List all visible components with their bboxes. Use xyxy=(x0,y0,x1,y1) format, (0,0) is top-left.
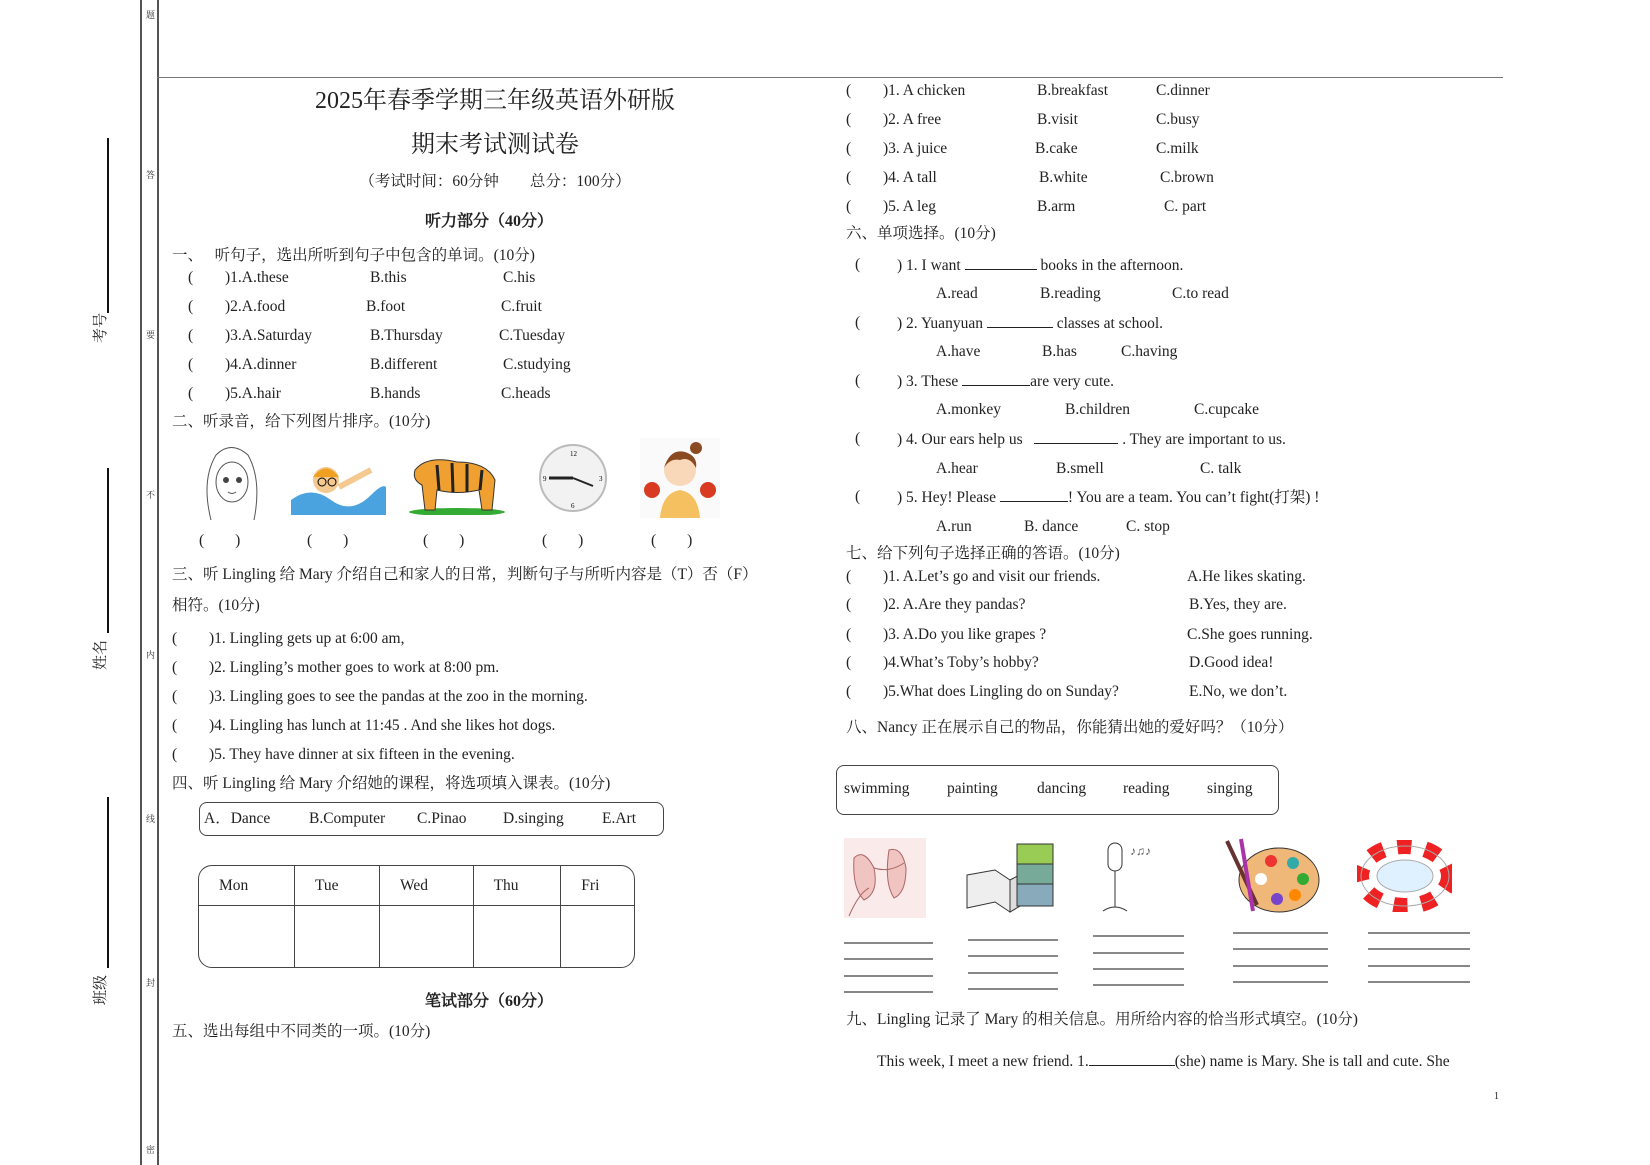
answer-paren[interactable]: ( xyxy=(846,626,852,643)
answer-paren[interactable]: ( xyxy=(855,488,861,505)
fill-blank[interactable] xyxy=(1089,1051,1175,1066)
header-rule xyxy=(157,77,1503,78)
option-a: )3. A juice xyxy=(883,140,948,157)
fill-blank[interactable] xyxy=(962,371,1030,386)
page-subtitle: 期末考试测试卷 xyxy=(411,132,579,158)
class-line[interactable] xyxy=(107,797,109,968)
course-option: E.Art xyxy=(602,810,637,827)
option-c: C.his xyxy=(503,269,536,286)
option-a: )3.A.Saturday xyxy=(225,327,312,344)
section3-title: 三、听 Lingling 给 Mary 介绍自己和家人的日常，判断句子与所听内容是（T）否（F） xyxy=(172,566,758,583)
timetable-cell[interactable] xyxy=(295,906,380,967)
listening-heading: 听力部分（40分） xyxy=(424,213,554,230)
option-a: )2.A.food xyxy=(225,298,286,315)
margin-char: 线 xyxy=(146,814,156,824)
option-b: B.reading xyxy=(1040,285,1101,302)
option-c: C.Tuesday xyxy=(499,327,566,344)
dialog-question: )1. A.Let’s go and visit our friends. xyxy=(883,568,1101,585)
answer-paren[interactable]: ( xyxy=(188,327,194,344)
option-c: C.heads xyxy=(501,385,551,402)
question-stem: ) 1. I want xyxy=(897,257,961,274)
answer-paren[interactable]: ( xyxy=(188,356,194,373)
answer-paren[interactable]: ( xyxy=(188,269,194,286)
books-picture xyxy=(965,840,1058,915)
margin-line-outer xyxy=(140,0,142,1165)
dialog-question: )3. A.Do you like grapes ? xyxy=(883,626,1047,643)
tf-statement: )3. Lingling goes to see the pandas at the zoo in the morning. xyxy=(209,688,588,705)
option-c: C. talk xyxy=(1200,460,1242,477)
margin-line-inner xyxy=(157,0,159,1165)
margin-char: 密 xyxy=(146,1145,156,1155)
exam-no-line[interactable] xyxy=(107,138,109,313)
section3-title-cont: 相符。(10分) xyxy=(172,597,260,614)
option-a: )1.A.these xyxy=(225,269,289,286)
girl-picture xyxy=(196,440,266,524)
question-text xyxy=(897,371,1114,392)
option-a: A.monkey xyxy=(936,401,1002,418)
margin-char: 内 xyxy=(146,650,156,660)
hobby-word: singing xyxy=(1207,780,1253,797)
timetable-cell[interactable] xyxy=(474,906,562,967)
day-header: Wed xyxy=(380,866,474,906)
option-b: B.this xyxy=(370,269,407,286)
fill-blank[interactable] xyxy=(1034,429,1118,444)
tf-statement: )2. Lingling’s mother goes to work at 8:00 pm. xyxy=(209,659,500,676)
question-tail: books in the afternoon. xyxy=(1040,257,1184,274)
section5-title: 五、选出每组中不同类的一项。(10分) xyxy=(172,1023,431,1040)
option-c: C.dinner xyxy=(1156,82,1210,99)
section7-title: 七、给下列句子选择正确的答语。(10分) xyxy=(846,545,1120,562)
option-c: C. stop xyxy=(1126,518,1170,535)
question-tail: are very cute. xyxy=(1030,373,1115,390)
answer-paren[interactable]: ( xyxy=(846,654,852,671)
option-a: A.read xyxy=(936,285,978,302)
option-a: )5. A leg xyxy=(883,198,936,215)
option-a: )1. A chicken xyxy=(883,82,966,99)
section8-title: 八、Nancy 正在展示自己的物品，你能猜出她的爱好吗？（10分） xyxy=(846,719,1294,736)
option-b: B.smell xyxy=(1056,460,1104,477)
question-text xyxy=(897,429,1286,450)
option-c: C. part xyxy=(1164,198,1207,215)
answer-paren[interactable]: ( xyxy=(846,683,852,700)
answer-paren[interactable]: ( xyxy=(846,111,852,128)
clock-picture xyxy=(537,442,609,514)
answer-paren[interactable]: ( xyxy=(855,314,861,331)
option-c: C.cupcake xyxy=(1194,401,1259,418)
name-line[interactable] xyxy=(107,468,109,633)
option-a: )5.A.hair xyxy=(225,385,281,402)
svg-text:9: 9 xyxy=(543,475,547,483)
picture-answer-paren[interactable]: ( ) xyxy=(307,532,349,549)
question-tail: classes at school. xyxy=(1056,315,1164,332)
option-b: B.different xyxy=(370,356,438,373)
tf-statement: )1. Lingling gets up at 6:00 am, xyxy=(209,630,405,647)
svg-text:♪♫♪: ♪♫♪ xyxy=(1130,844,1151,858)
hobby-word: painting xyxy=(947,780,998,797)
course-option: D.singing xyxy=(503,810,564,827)
option-b: B.cake xyxy=(1035,140,1078,157)
fill-blank[interactable] xyxy=(965,255,1037,270)
margin-char: 封 xyxy=(146,978,156,988)
course-option: A．Dance xyxy=(204,810,271,827)
cloze-passage xyxy=(877,1051,1450,1072)
tf-statement: )5. They have dinner at six fifteen in the evening. xyxy=(209,746,515,763)
option-c: C.studying xyxy=(503,356,571,373)
question-tail: ! You are a team. You can’t fight(打架) ! xyxy=(1067,489,1320,506)
exam-no-label: 考号 xyxy=(93,312,110,344)
tf-statement: )4. Lingling has lunch at 11:45 . And she likes hot dogs. xyxy=(209,717,556,734)
answer-paren[interactable]: ( xyxy=(188,385,194,402)
fill-blank[interactable] xyxy=(1000,487,1068,502)
palette-picture xyxy=(1219,835,1323,915)
option-b: B.hands xyxy=(370,385,421,402)
dialog-question: )4.What’s Toby’s hobby? xyxy=(883,654,1039,671)
day-header: Fri xyxy=(561,866,634,906)
option-b: B.breakfast xyxy=(1037,82,1109,99)
exam-info: （考试时间：60分钟 总分：100分） xyxy=(359,173,631,190)
answer-paren[interactable]: ( xyxy=(172,688,178,705)
option-a: )4.A.dinner xyxy=(225,356,297,373)
margin-char: 不 xyxy=(146,490,156,500)
question-text xyxy=(897,255,1183,276)
answer-paren[interactable]: ( xyxy=(188,298,194,315)
hobby-word: dancing xyxy=(1037,780,1087,797)
dialog-answer: A.He likes skating. xyxy=(1187,568,1306,585)
option-b: B.white xyxy=(1039,169,1088,186)
option-c: C.fruit xyxy=(501,298,542,315)
passage-text: (she) name is Mary. She is tall and cute. She xyxy=(1174,1053,1450,1070)
svg-text:12: 12 xyxy=(570,450,577,458)
class-label: 班级 xyxy=(93,974,110,1006)
day-header: Mon xyxy=(199,866,295,906)
section9-title: 九、Lingling 记录了 Mary 的相关信息。用所给内容的恰当形式填空。(10分) xyxy=(846,1011,1358,1028)
option-a: A.run xyxy=(936,518,972,535)
section1-title: 一、 听句子，选出所听到句子中包含的单词。(10分) xyxy=(172,247,535,264)
option-a: )2. A free xyxy=(883,111,942,128)
woman-picture xyxy=(640,438,720,518)
margin-char: 题 xyxy=(146,10,156,20)
answer-paren[interactable]: ( xyxy=(846,198,852,215)
option-c: C.to read xyxy=(1172,285,1229,302)
microphone-picture xyxy=(1100,835,1180,915)
page-title: 2025年春季学期三年级英语外研版 xyxy=(315,88,675,114)
option-c: C.brown xyxy=(1160,169,1214,186)
course-option: B.Computer xyxy=(309,810,386,827)
option-c: C.having xyxy=(1121,343,1178,360)
picture-answer-paren[interactable]: ( ) xyxy=(651,532,693,549)
swim-ring-picture xyxy=(1357,840,1452,912)
option-c: C.busy xyxy=(1156,111,1200,128)
dialog-answer: C.She goes running. xyxy=(1187,626,1313,643)
name-label: 姓名 xyxy=(93,639,110,671)
answer-paren[interactable]: ( xyxy=(846,568,852,585)
option-b: B.children xyxy=(1065,401,1130,418)
dialog-answer: D.Good idea! xyxy=(1189,654,1274,671)
question-tail: . They are important to us. xyxy=(1122,431,1286,448)
day-header: Tue xyxy=(295,866,380,906)
hobby-word: swimming xyxy=(844,780,910,797)
option-b: B.foot xyxy=(366,298,406,315)
answer-paren[interactable]: ( xyxy=(846,140,852,157)
answer-paren[interactable]: ( xyxy=(855,256,861,273)
margin-char: 答 xyxy=(146,170,156,180)
hobby-word: reading xyxy=(1123,780,1170,797)
question-stem: ) 4. Our ears help us xyxy=(897,431,1023,448)
answer-paren[interactable]: ( xyxy=(855,430,861,447)
writing-heading: 笔试部分（60分） xyxy=(424,993,554,1010)
answer-paren[interactable]: ( xyxy=(846,82,852,99)
answer-paren[interactable]: ( xyxy=(855,372,861,389)
option-b: B.has xyxy=(1042,343,1077,360)
picture-answer-paren[interactable]: ( ) xyxy=(199,532,241,549)
timetable-cell[interactable] xyxy=(380,906,474,967)
option-b: B.arm xyxy=(1037,198,1076,215)
course-option: C.Pinao xyxy=(417,810,467,827)
answer-paren[interactable]: ( xyxy=(172,659,178,676)
section2-title: 二、听录音，给下列图片排序。(10分) xyxy=(172,413,431,430)
option-a: )4. A tall xyxy=(883,169,937,186)
ballet-shoes-picture xyxy=(844,838,926,918)
option-a: A.have xyxy=(936,343,981,360)
dialog-answer: B.Yes, they are. xyxy=(1189,596,1287,613)
margin-char: 要 xyxy=(146,330,156,340)
day-header: Thu xyxy=(474,866,562,906)
question-text xyxy=(897,313,1163,334)
svg-text:3: 3 xyxy=(599,475,603,483)
fill-blank[interactable] xyxy=(987,313,1053,328)
question-text xyxy=(897,487,1319,508)
question-stem: ) 2. Yuanyuan xyxy=(897,315,983,332)
swimmer-picture xyxy=(291,455,386,515)
answer-paren[interactable]: ( xyxy=(172,630,178,647)
option-b: B.Thursday xyxy=(370,327,443,344)
dialog-question: )2. A.Are they pandas? xyxy=(883,596,1026,613)
option-c: C.milk xyxy=(1156,140,1199,157)
dialog-answer: E.No, we don’t. xyxy=(1189,683,1288,700)
passage-text: This week, I meet a new friend. 1. xyxy=(877,1053,1089,1070)
question-stem: ) 5. Hey! Please xyxy=(897,489,996,506)
option-b: B. dance xyxy=(1024,518,1079,535)
section6-title: 六、单项选择。(10分) xyxy=(846,225,996,242)
dialog-question: )5.What does Lingling do on Sunday? xyxy=(883,683,1119,700)
picture-answer-paren[interactable]: ( ) xyxy=(542,532,584,549)
timetable xyxy=(198,865,635,968)
answer-paren[interactable]: ( xyxy=(172,746,178,763)
svg-text:6: 6 xyxy=(571,502,575,510)
page-number: 1 xyxy=(1494,1091,1499,1102)
option-b: B.visit xyxy=(1037,111,1078,128)
answer-paren[interactable]: ( xyxy=(172,717,178,734)
option-a: A.hear xyxy=(936,460,978,477)
picture-answer-paren[interactable]: ( ) xyxy=(423,532,465,549)
answer-paren[interactable]: ( xyxy=(846,169,852,186)
question-stem: ) 3. These xyxy=(897,373,959,390)
tiger-picture xyxy=(407,450,507,515)
timetable-cell[interactable] xyxy=(561,906,634,967)
timetable-cell[interactable] xyxy=(199,906,295,967)
answer-paren[interactable]: ( xyxy=(846,596,852,613)
section4-title: 四、听 Lingling 给 Mary 介绍她的课程，将选项填入课表。(10分) xyxy=(172,775,611,792)
